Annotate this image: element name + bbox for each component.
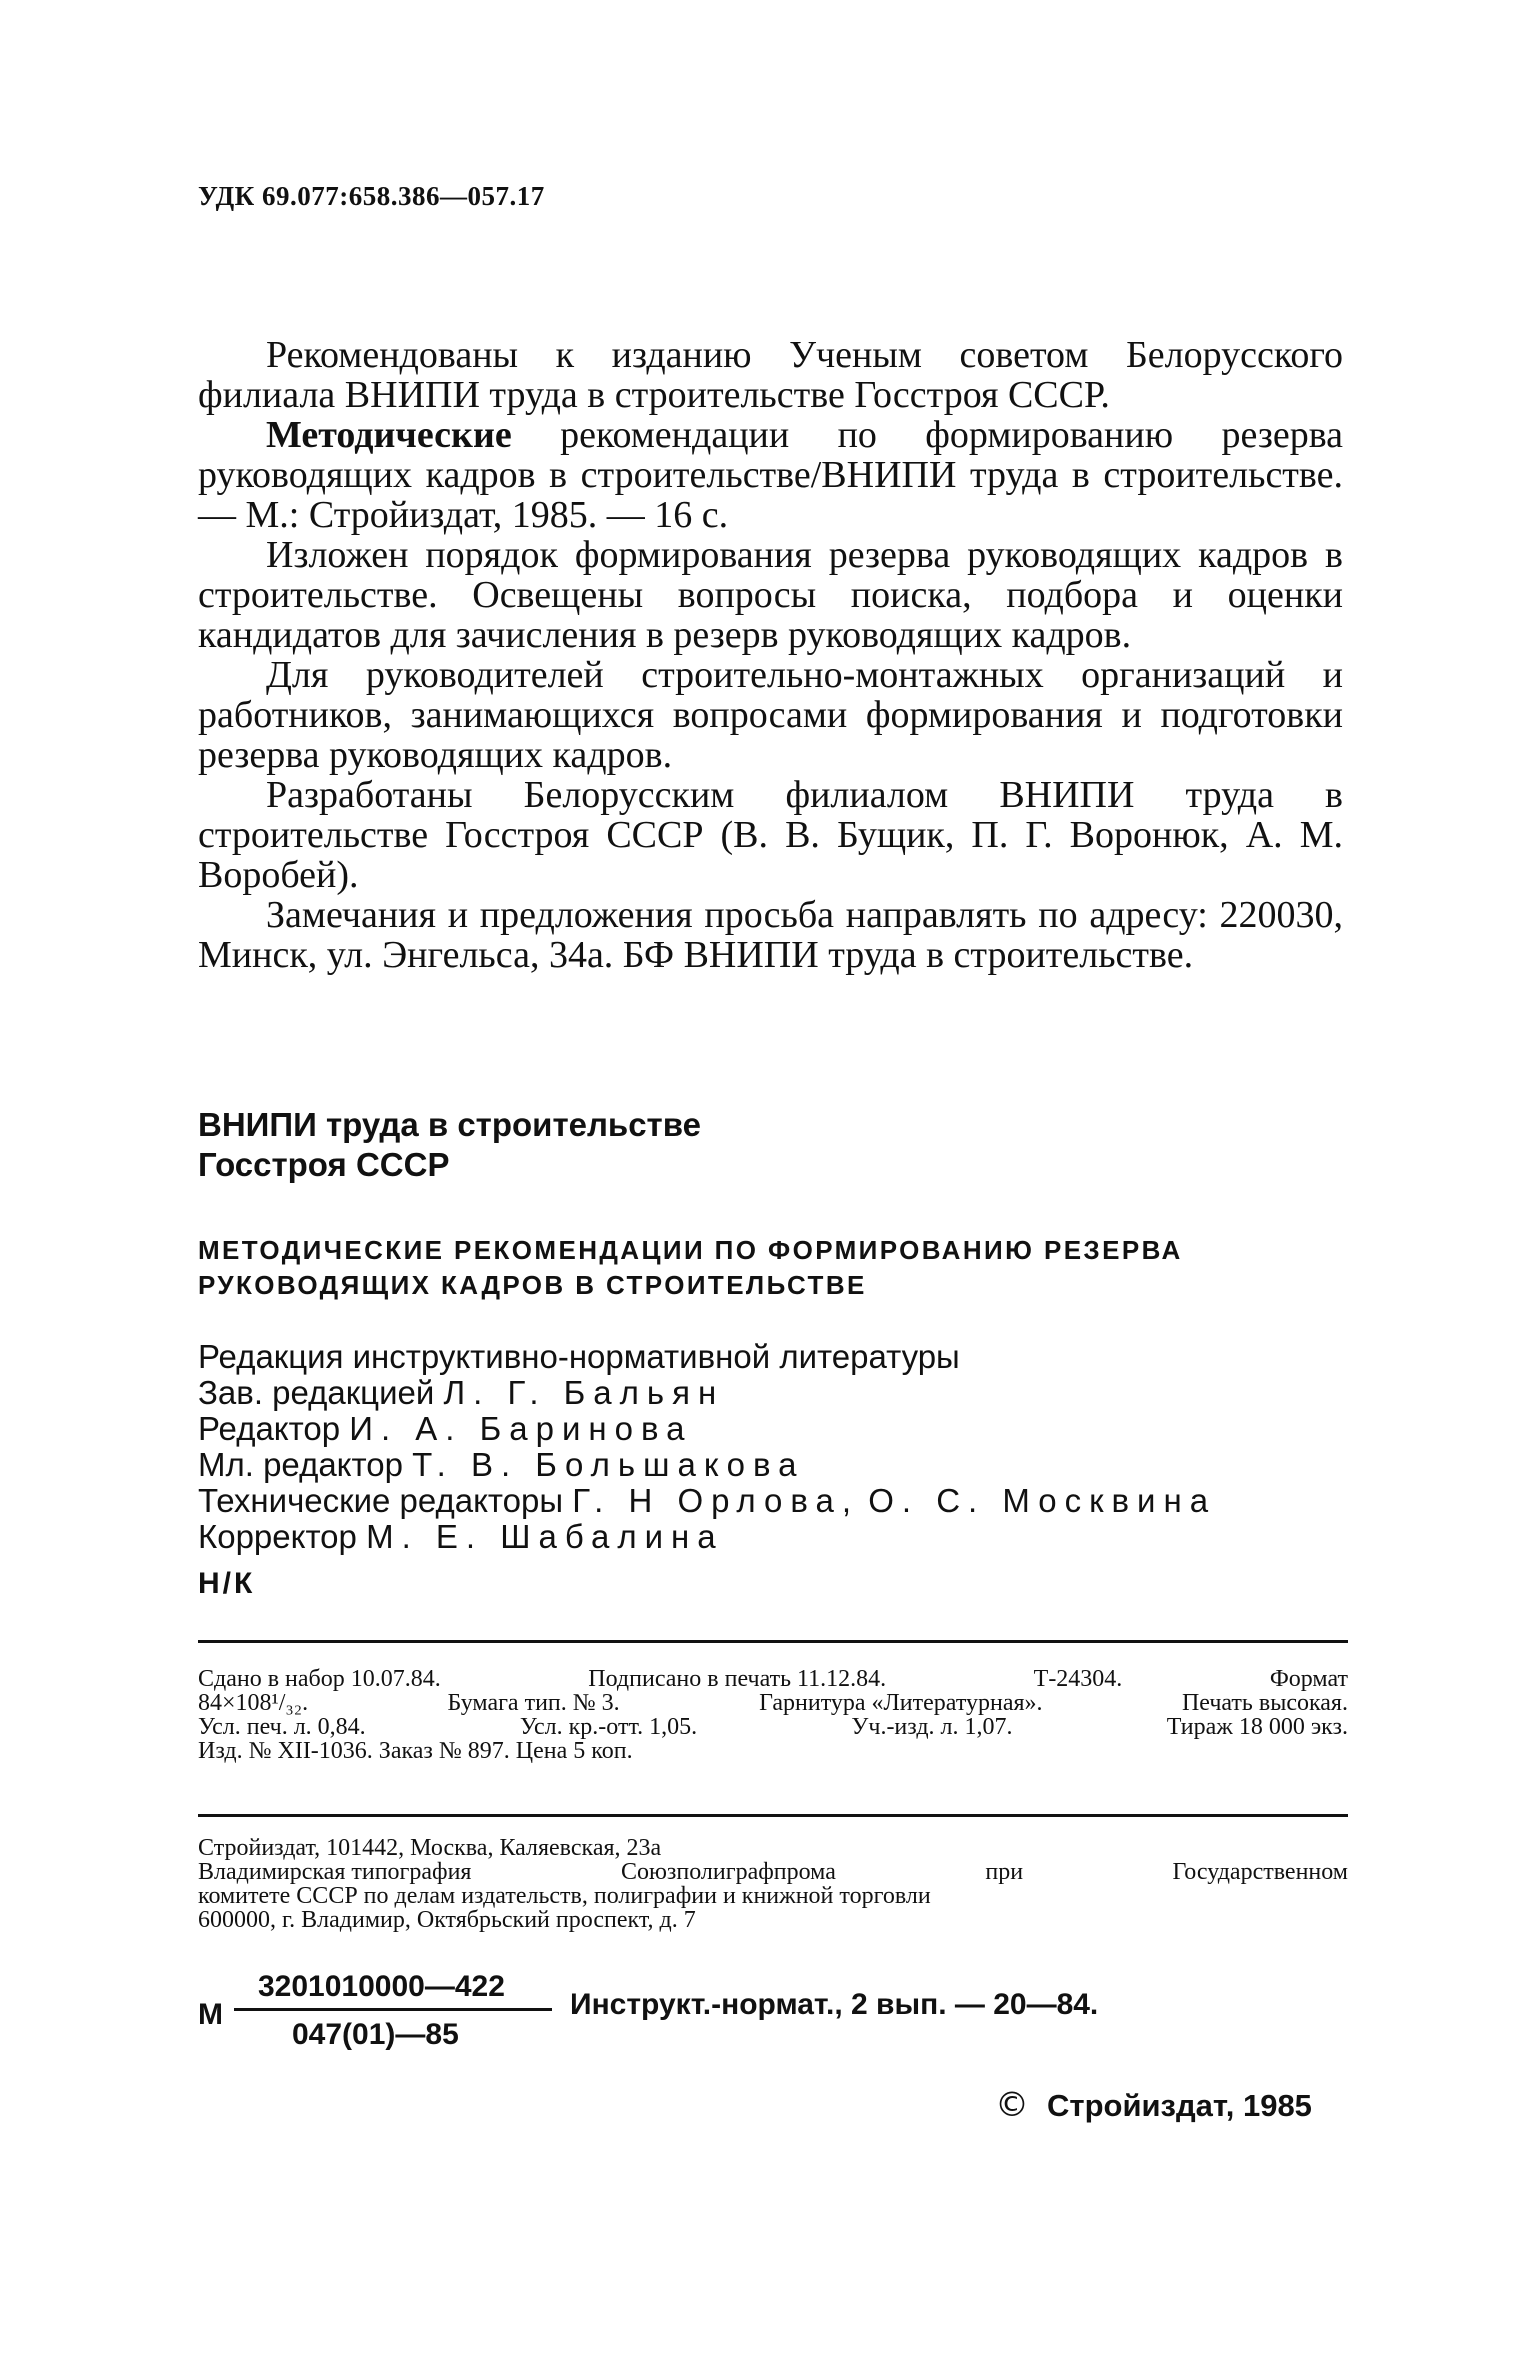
- staff-row-proofreader: [198, 1519, 1343, 1555]
- publisher-address: Стройиздат, 101442, Москва, Каляевская, 23а: [198, 1835, 662, 1861]
- tech-editor-2: О. С. Москвина: [868, 1482, 1217, 1519]
- staff-list: [198, 1339, 1343, 1555]
- publisher-row-1: [198, 1836, 1348, 1860]
- printing-house: Владимирская типография: [198, 1859, 472, 1885]
- print-run: Тираж 18 000 экз.: [1166, 1714, 1348, 1740]
- order-code: Т-24304.: [1033, 1666, 1123, 1692]
- copyright-icon: ©: [995, 2085, 1029, 2125]
- print-details: [198, 1667, 1348, 1763]
- copyright-text: Стройиздат, 1985: [1047, 2088, 1312, 2123]
- publisher-details: [198, 1836, 1348, 1932]
- editor-name: И. А. Баринова: [349, 1410, 693, 1447]
- printing-union: Союзполиграфпрома: [620, 1859, 836, 1885]
- publisher-row-2: [198, 1860, 1348, 1884]
- color-prints: Усл. кр.-отт. 1,05.: [519, 1714, 698, 1740]
- audience-paragraph: Для руководителей строительно-монтажных организаций и работников, занимающихся вопросами формирования и подготовки резерва руководящих кадров.: [198, 654, 1343, 776]
- staff-row-junior-editor: [198, 1447, 1343, 1483]
- printed-sheets: Усл. печ. л. 0,84.: [198, 1714, 366, 1740]
- feedback-paragraph: Замечания и предложения просьба направлять по адресу: 220030, Минск, ул. Энгельса, 34а. БФ ВНИПИ труда в строительстве.: [198, 894, 1343, 976]
- junior-editor-name: Т. В. Большакова: [412, 1446, 805, 1483]
- publisher-row-3: [198, 1884, 1348, 1908]
- organization-heading: [198, 1105, 1343, 1185]
- organization-line-1: ВНИПИ труда в строительстве: [198, 1106, 701, 1143]
- developers-paragraph: Разработаны Белорусским филиалом ВНИПИ труда в строительстве Госстроя СССР (В. В. Бущик, П. Г. Воронюк, А. М. Воробей).: [198, 774, 1343, 896]
- paper-type: Бумага тип. № 3.: [447, 1690, 620, 1716]
- citation-rest: рекомендации по формированию резерва руководящих кадров в строительстве/ВНИПИ труда в строительстве. — М.: Стройиздат, 1985. — 16 с.: [198, 414, 1343, 536]
- classification-numerator: 3201010000—422: [258, 1970, 505, 2003]
- state-committee: комитете СССР по делам издательств, полиграфии и книжной торговли: [198, 1883, 931, 1909]
- preposition-at: при: [985, 1859, 1024, 1885]
- publisher-row-4: [198, 1908, 1348, 1932]
- printing-house-address: 600000, г. Владимир, Октябрьский проспект, д. 7: [198, 1907, 696, 1933]
- abstract-section: [198, 335, 1343, 975]
- fraction-line: [234, 2008, 552, 2011]
- divider-bottom: [198, 1814, 1348, 1817]
- edition-order-price: Изд. № XII-1036. Заказ № 897. Цена 5 коп.: [198, 1738, 633, 1764]
- head-role: Зав. редакцией: [198, 1374, 435, 1411]
- book-title-line-2: РУКОВОДЯЩИХ КАДРОВ В СТРОИТЕЛЬСТВЕ: [198, 1270, 867, 1300]
- typesetting-date: Сдано в набор 10.07.84.: [198, 1666, 441, 1692]
- editor-role: Редактор: [198, 1410, 341, 1447]
- staff-row-editor: [198, 1411, 1343, 1447]
- print-row-4: [198, 1739, 1348, 1763]
- proofreader-name: М. Е. Шабалина: [366, 1518, 724, 1555]
- staff-row-head: [198, 1375, 1343, 1411]
- state-word: Государственном: [1172, 1859, 1348, 1885]
- publisher-sheets: Уч.-изд. л. 1,07.: [851, 1714, 1013, 1740]
- nk-mark: Н/К: [198, 1567, 256, 1600]
- summary-paragraph: Изложен порядок формирования резерва руководящих кадров в строительстве. Освещены вопросы поиска, подбора и оценки кандидатов для зачисления в резерв руководящих кадров.: [198, 534, 1343, 656]
- print-row-2: [198, 1691, 1348, 1715]
- udk-code: УДК 69.077:658.386—057.17: [198, 181, 545, 211]
- book-title: [198, 1233, 1343, 1303]
- series-info: Инструкт.-нормат., 2 вып. — 20—84.: [570, 1988, 1099, 2021]
- staff-row-tech-editors: [198, 1483, 1343, 1519]
- citation-paragraph: [198, 415, 1343, 535]
- junior-editor-role: Мл. редактор: [198, 1446, 403, 1483]
- tech-editor-1: Г. Н Орлова,: [572, 1482, 860, 1519]
- organization-line-2: Госстроя СССР: [198, 1146, 450, 1183]
- classification-letter: М: [198, 1998, 223, 2031]
- editorial-office: Редакция инструктивно-нормативной литературы: [198, 1338, 960, 1375]
- print-row-1: [198, 1667, 1348, 1691]
- divider-top: [198, 1640, 1348, 1643]
- classification-code: [198, 1970, 1348, 2060]
- format-value: 84×108¹/₃₂.: [198, 1690, 309, 1716]
- signed-to-print: Подписано в печать 11.12.84.: [588, 1666, 887, 1692]
- tech-editors-role: Технические редакторы: [198, 1482, 564, 1519]
- recommendation-paragraph: Рекомендованы к изданию Ученым советом Белорусского филиала ВНИПИ труда в строительстве Госстроя СССР.: [198, 334, 1343, 416]
- book-title-line-1: МЕТОДИЧЕСКИЕ РЕКОМЕНДАЦИИ ПО ФОРМИРОВАНИЮ РЕЗЕРВА: [198, 1235, 1183, 1265]
- citation-lead: Методические: [266, 414, 512, 456]
- format-label: Формат: [1269, 1666, 1348, 1692]
- head-name: Л. Г. Бальян: [443, 1374, 725, 1411]
- imprint-block: [198, 1105, 1343, 1601]
- printing-method: Печать высокая.: [1181, 1690, 1348, 1716]
- copyright-line: [995, 2085, 1312, 2125]
- proofreader-role: Корректор: [198, 1518, 357, 1555]
- print-row-3: [198, 1715, 1348, 1739]
- classification-denominator: 047(01)—85: [292, 2018, 459, 2051]
- typeface: Гарнитура «Литературная».: [759, 1690, 1043, 1716]
